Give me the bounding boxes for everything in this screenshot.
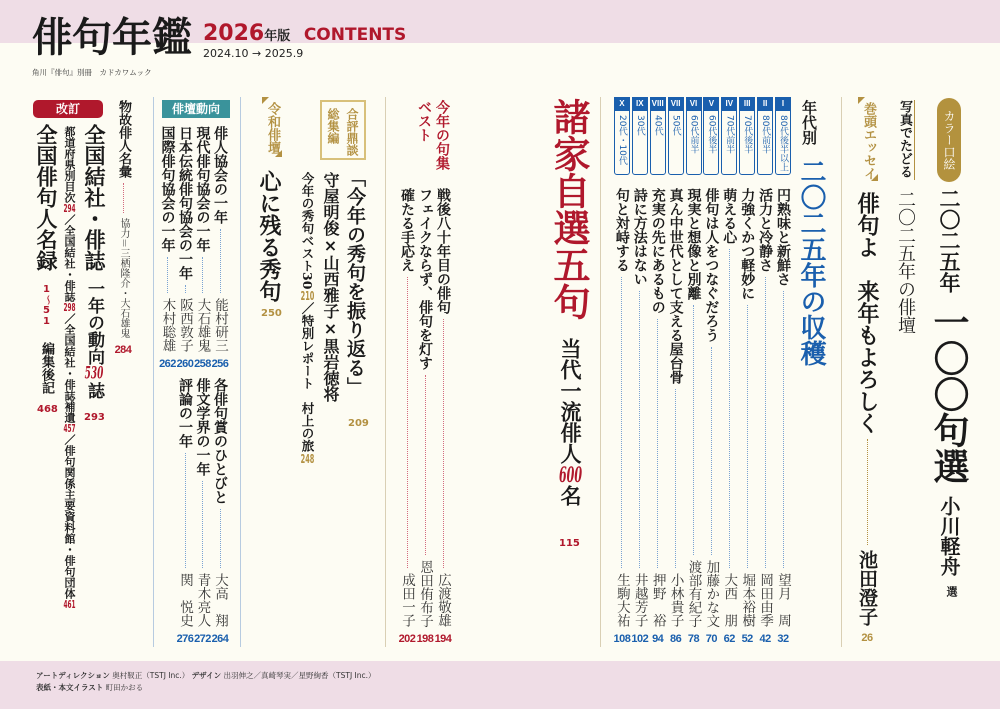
page-number: 86 bbox=[669, 633, 682, 645]
entry-title: 戦後八十年目の俳句 bbox=[435, 188, 451, 314]
entry-author: 生駒大祐 bbox=[613, 573, 630, 627]
page-number: 102 bbox=[631, 633, 649, 645]
credit-name: 奥村靫正（TSTJ Inc.） bbox=[112, 671, 190, 680]
page-number: 94 bbox=[652, 633, 664, 645]
credit-role: アートディレクション bbox=[36, 671, 110, 680]
page-number: 248 bbox=[300, 451, 315, 465]
dotted-leader bbox=[675, 389, 676, 568]
toc-entry[interactable] bbox=[176, 378, 194, 645]
credit-role: デザイン bbox=[191, 671, 222, 680]
shoka-page: 115 bbox=[559, 538, 580, 549]
page-number: 32 bbox=[777, 633, 789, 645]
entry-author: 恩田侑布子 bbox=[417, 559, 433, 627]
toc-entry[interactable] bbox=[159, 126, 177, 370]
credits bbox=[36, 670, 376, 694]
contents-label: CONTENTS bbox=[303, 25, 407, 45]
age-numeral: VIII bbox=[650, 97, 666, 111]
teidan-sub1: 今年の秀句ベスト30 bbox=[300, 172, 315, 290]
kessha-sub-b: 誌 bbox=[84, 382, 104, 399]
column-divider bbox=[600, 97, 601, 647]
kushu-label-b: ベスト bbox=[416, 100, 432, 142]
toc-entry[interactable] bbox=[756, 188, 774, 645]
toc-entry[interactable] bbox=[194, 378, 212, 645]
entry-author: 大西 朋 bbox=[721, 573, 738, 627]
kessha-title[interactable]: 全国結社・俳誌 bbox=[82, 124, 106, 271]
credit-name: 町田かおる bbox=[105, 683, 144, 692]
kuchie-author: 小川軽舟 bbox=[937, 496, 961, 576]
entry-title: 日本伝統俳句協会の一年 bbox=[177, 126, 193, 280]
shoka-subtitle bbox=[557, 338, 583, 506]
bukko-title: 物故俳人名彙 bbox=[116, 100, 131, 178]
age-badge bbox=[614, 97, 630, 175]
shoka-count: 600 bbox=[558, 464, 583, 485]
entry-title: 俳文学界の一年 bbox=[194, 378, 211, 476]
age-range: 60代後半 bbox=[706, 115, 717, 154]
page-number: 62 bbox=[723, 633, 735, 645]
entry-author: 望月 周 bbox=[775, 573, 791, 627]
toc-entry[interactable] bbox=[649, 188, 667, 645]
age-range: 50代 bbox=[670, 115, 681, 136]
page-number: 262 bbox=[159, 358, 176, 370]
corner-mark bbox=[275, 150, 282, 157]
entry-author: 関 悦史 bbox=[177, 573, 193, 627]
entry-author: 青木亮人 bbox=[194, 573, 211, 627]
toc-entry[interactable] bbox=[720, 188, 738, 645]
teidan-sub[interactable] bbox=[299, 172, 315, 464]
kessha-sub-a: 一年の動向 bbox=[84, 280, 104, 365]
age-numeral: V bbox=[703, 97, 719, 111]
dotted-leader bbox=[202, 481, 203, 568]
toc-entry[interactable] bbox=[211, 126, 229, 370]
separator: ／ bbox=[63, 313, 76, 324]
kessha-list-item: 全国結社・俳誌 bbox=[63, 225, 76, 302]
page-number: 276 bbox=[176, 633, 194, 645]
dotted-leader bbox=[639, 291, 640, 568]
kessha-sub bbox=[84, 280, 104, 399]
entry-title: 句と対峙する bbox=[613, 188, 630, 272]
page-number: 272 bbox=[194, 633, 211, 645]
reiwa-title[interactable]: 心に残る秀句 bbox=[256, 170, 282, 302]
teidan-badge-a: 合評鼎談 bbox=[345, 108, 359, 156]
age-numeral: X bbox=[614, 97, 630, 111]
toc-entry[interactable] bbox=[631, 188, 649, 645]
age-badge bbox=[775, 97, 791, 175]
entry-title: 萌える心 bbox=[721, 188, 738, 244]
entry-title: 現代俳句協会の一年 bbox=[194, 126, 211, 252]
entry-title: 評論の一年 bbox=[177, 378, 193, 448]
toc-entry[interactable] bbox=[613, 188, 631, 645]
page-number: 52 bbox=[741, 633, 753, 645]
dotted-leader bbox=[202, 257, 203, 293]
kessha-list-item: 全国結社・俳誌補遺 bbox=[63, 324, 76, 423]
kessha-list-item: 俳句関係主要資料館・俳句団体 bbox=[63, 445, 76, 599]
entry-title: 各俳句賞のひとびと bbox=[212, 378, 228, 504]
page-number: 284 bbox=[114, 344, 132, 356]
page-number: 294 bbox=[63, 203, 76, 214]
edition-heading bbox=[203, 22, 406, 49]
shoka-sub-a: 当代一流俳人 bbox=[558, 338, 582, 464]
age-badge bbox=[650, 97, 666, 175]
afterword-page: 468 bbox=[37, 404, 58, 415]
age-range: 80代前半 bbox=[760, 115, 771, 154]
toc-entry[interactable] bbox=[667, 188, 685, 645]
period: 2024.10 → 2025.9 bbox=[203, 47, 304, 60]
toc-entry[interactable] bbox=[416, 188, 434, 645]
entry-author: 広渡敬雄 bbox=[435, 573, 451, 627]
meiroku-page: 1～51 bbox=[41, 284, 52, 327]
column-divider bbox=[385, 97, 386, 647]
essay-title: 俳句よ 来年もよろしく bbox=[854, 192, 880, 434]
age-numeral: II bbox=[757, 97, 773, 111]
entry-author: 木村聡雄 bbox=[159, 298, 176, 352]
separator: ／ bbox=[63, 214, 76, 225]
credits-line-2 bbox=[36, 682, 376, 694]
column-divider bbox=[153, 97, 154, 647]
dotted-leader bbox=[123, 183, 124, 213]
dotted-leader bbox=[747, 305, 748, 568]
entry-title: 詩に方法はない bbox=[631, 188, 648, 286]
reiwa-badge: 令和俳壇 bbox=[265, 102, 280, 154]
age-numeral: III bbox=[739, 97, 755, 111]
kessha-list[interactable] bbox=[62, 126, 77, 610]
dotted-leader bbox=[220, 509, 221, 568]
dotted-leader bbox=[621, 277, 622, 568]
dotted-leader bbox=[657, 319, 658, 568]
meiroku-title[interactable]: 全国俳句人名録 bbox=[34, 124, 58, 271]
entry-title: 確たる手応え bbox=[399, 188, 415, 272]
kessha-list-item: 都道府県別目次 bbox=[63, 126, 76, 203]
corner-mark bbox=[871, 174, 878, 181]
entry-title: 力強くかつ軽妙に bbox=[739, 188, 756, 300]
age-numeral: IX bbox=[632, 97, 648, 111]
dotted-leader bbox=[185, 453, 186, 568]
entry-author: 岡田由季 bbox=[757, 573, 774, 627]
entry-author: 大高 翔 bbox=[212, 573, 228, 627]
entry-title: 国際俳句協会の一年 bbox=[159, 126, 176, 252]
age-badge bbox=[739, 97, 755, 175]
page-number: 210 bbox=[300, 289, 315, 302]
dotted-leader bbox=[443, 319, 444, 568]
dotted-leader bbox=[783, 291, 784, 568]
toc-entry[interactable] bbox=[434, 188, 452, 645]
page-number: 108 bbox=[613, 633, 631, 645]
credit-name: 出羽伸之／真崎琴実／星野絢香（TSTJ Inc.） bbox=[223, 671, 376, 680]
page-number: 298 bbox=[63, 302, 76, 313]
age-title: 二〇二五年の収穫 bbox=[796, 158, 826, 366]
edition-year: 2026 bbox=[203, 21, 265, 46]
afterword-title[interactable]: 編集後記 bbox=[39, 342, 54, 394]
toc-entry[interactable] bbox=[702, 188, 720, 645]
age-range: 70代後半 bbox=[742, 115, 753, 154]
dotted-leader bbox=[711, 347, 712, 555]
entry-title: 活力と冷静さ bbox=[757, 188, 774, 272]
entry-title: フェイクならず、俳句を灯す bbox=[417, 188, 433, 370]
shoka-sub-b: 名 bbox=[558, 485, 582, 506]
entry-author: 堀本裕樹 bbox=[739, 573, 756, 627]
age-badge bbox=[703, 97, 719, 175]
column-divider bbox=[240, 97, 241, 647]
page-number: 202 bbox=[398, 633, 416, 645]
toc-entry[interactable] bbox=[398, 188, 416, 645]
entry-author: 阪西敦子 bbox=[177, 298, 193, 352]
age-range: 80代後半以上 bbox=[778, 115, 788, 172]
dotted-leader bbox=[167, 257, 168, 293]
age-badge bbox=[668, 97, 684, 175]
toc-entry[interactable] bbox=[176, 126, 194, 370]
toc-entry[interactable] bbox=[774, 188, 792, 645]
doko-badge: 俳壇動向 bbox=[162, 100, 230, 118]
entry-author: 加藤かな文 bbox=[703, 559, 720, 627]
magazine-title: 俳句年鑑 bbox=[32, 14, 192, 61]
teidan-title[interactable]: 「今年の秀句を振り返る」 bbox=[344, 168, 366, 396]
shoka-title[interactable]: 諸家自選五句 bbox=[547, 98, 591, 320]
entry-author: 成田一子 bbox=[399, 573, 415, 627]
dotted-leader bbox=[693, 305, 694, 555]
imprint: 角川『俳句』別冊 カドカワムック bbox=[32, 68, 152, 77]
revised-badge: 改訂 bbox=[33, 100, 103, 118]
entry-author: 井越芳子 bbox=[631, 573, 648, 627]
dotted-leader bbox=[220, 229, 221, 293]
teidan-sub2: 特別レポート 村上の旅 bbox=[300, 314, 315, 452]
kuchie-title-main[interactable]: 一〇〇句選 bbox=[928, 304, 970, 484]
entry-title: 俳人協会の一年 bbox=[212, 126, 228, 224]
age-range: 20代・10代 bbox=[616, 115, 627, 165]
kushu-label-a: 今年の句集 bbox=[434, 100, 450, 170]
column-divider bbox=[841, 97, 842, 647]
bukko-entry[interactable] bbox=[114, 100, 132, 370]
teidan-members: 守屋明俊×山西雅子×黒岩徳将 bbox=[321, 172, 340, 402]
entry-author: 能村研三 bbox=[212, 298, 228, 352]
bukko-credit: 協力＝三栖隆介・大石雄鬼 bbox=[118, 218, 129, 338]
page-number: 70 bbox=[705, 633, 718, 645]
age-range: 30代 bbox=[634, 115, 645, 136]
toc-entry[interactable] bbox=[194, 126, 212, 370]
age-range: 60代前半 bbox=[688, 115, 699, 154]
page-number: 461 bbox=[63, 599, 76, 610]
separator: ／ bbox=[63, 434, 76, 445]
separator: ／ bbox=[300, 301, 315, 315]
age-range: 70代前半 bbox=[724, 115, 735, 154]
entry-author: 大石雄鬼 bbox=[194, 298, 211, 352]
essay-badge: 巻頭エッセイ bbox=[861, 102, 876, 180]
entry-title: 現実と想像と別離 bbox=[685, 188, 702, 300]
kuchie-sen: 選 bbox=[945, 586, 958, 597]
essay-entry[interactable] bbox=[854, 192, 880, 644]
credit-role: 表紙・本文イラスト bbox=[36, 683, 104, 692]
age-numeral: VII bbox=[668, 97, 684, 111]
age-numeral: IV bbox=[721, 97, 737, 111]
kuchie-title-year[interactable]: 二〇二五年 bbox=[937, 188, 961, 293]
page-number: 194 bbox=[434, 633, 452, 645]
dotted-leader bbox=[729, 249, 730, 568]
age-label: 年代別 bbox=[800, 100, 818, 145]
page-number: 42 bbox=[759, 633, 771, 645]
age-numeral: VI bbox=[686, 97, 702, 111]
age-badge bbox=[632, 97, 648, 175]
toc-entry[interactable] bbox=[738, 188, 756, 645]
entry-title: 円熟味と新鮮さ bbox=[775, 188, 791, 286]
toc-entry[interactable] bbox=[685, 188, 703, 645]
entry-author: 小林貴子 bbox=[667, 573, 684, 627]
page-number: 258 bbox=[194, 358, 211, 370]
photo-label-rule bbox=[914, 100, 915, 180]
dotted-leader bbox=[867, 439, 868, 545]
dotted-leader bbox=[425, 375, 426, 555]
page-number: 457 bbox=[63, 423, 76, 434]
page-number: 26 bbox=[861, 632, 873, 644]
dotted-leader bbox=[407, 277, 408, 568]
entry-author: 渡部有紀子 bbox=[685, 559, 702, 627]
teidan-badge-b: 総集編 bbox=[326, 108, 340, 144]
reiwa-page: 250 bbox=[261, 308, 282, 319]
teidan-badge bbox=[320, 100, 366, 160]
credits-line-1 bbox=[36, 670, 376, 682]
page-number: 264 bbox=[211, 633, 229, 645]
entry-author: 押野 裕 bbox=[649, 573, 666, 627]
dotted-leader bbox=[765, 277, 766, 568]
page-number: 198 bbox=[416, 633, 434, 645]
entry-title: 俳句は人をつなぐだろう bbox=[703, 188, 720, 342]
kuchie-badge: カラー口絵 bbox=[937, 98, 961, 182]
page-number: 78 bbox=[687, 633, 700, 645]
toc-entry[interactable] bbox=[211, 378, 229, 645]
photo-label: 写真でたどる bbox=[897, 100, 912, 178]
essay-author: 池田澄子 bbox=[856, 550, 878, 626]
dotted-leader bbox=[185, 285, 186, 293]
entry-title: 充実の先にあるもの bbox=[649, 188, 666, 314]
age-badge bbox=[721, 97, 737, 175]
kessha-page: 293 bbox=[84, 412, 105, 423]
age-range: 40代 bbox=[652, 115, 663, 136]
page-number: 256 bbox=[211, 358, 229, 370]
age-badge bbox=[757, 97, 773, 175]
page-number: 260 bbox=[176, 358, 194, 370]
edition-label: 年版 bbox=[264, 29, 291, 44]
age-badge bbox=[686, 97, 702, 175]
teidan-page: 209 bbox=[348, 418, 369, 429]
photo-title[interactable]: 二〇二五年の俳壇 bbox=[895, 190, 916, 334]
age-numeral: I bbox=[775, 97, 791, 111]
kessha-count: 530 bbox=[84, 365, 104, 382]
entry-title: 真ん中世代として支える屋台骨 bbox=[667, 188, 684, 384]
